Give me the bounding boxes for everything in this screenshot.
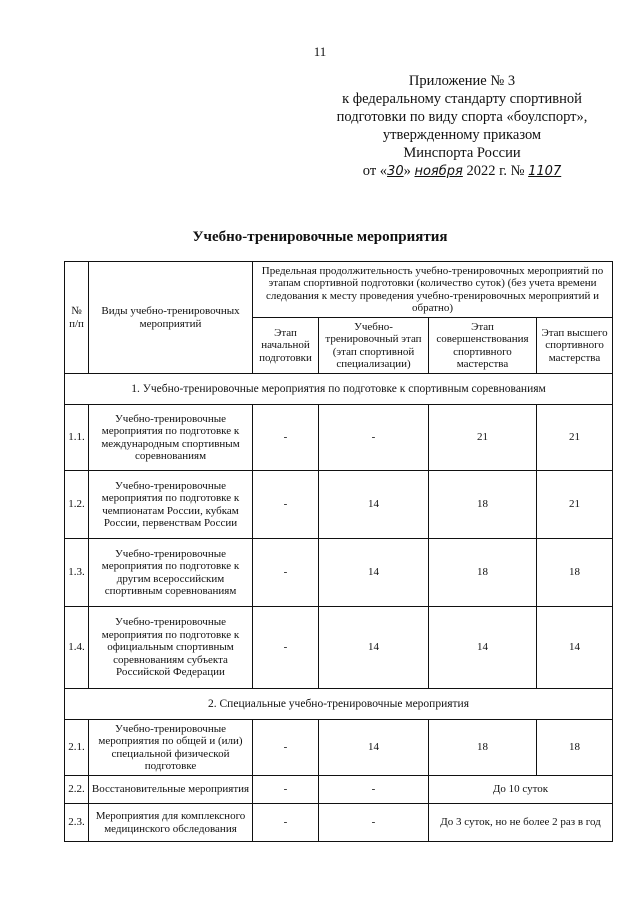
row-value: 18 xyxy=(537,539,613,607)
row-name: Учебно-тренировочные мероприятия по подготовке к чемпионатам России, кубкам России, первенствам России xyxy=(89,471,253,539)
row-name: Учебно-тренировочные мероприятия по подготовке к другим всероссийским спортивным соревнованиям xyxy=(89,539,253,607)
row-value: 14 xyxy=(319,607,429,689)
row-name: Восстановительные мероприятия xyxy=(89,776,253,804)
section-title: 1. Учебно-тренировочные мероприятия по подготовке к спортивным соревнованиям xyxy=(65,374,613,405)
order-year: 2022 г. № xyxy=(466,163,525,179)
row-value: - xyxy=(253,405,319,471)
order-line xyxy=(312,162,612,181)
row-number: 2.3. xyxy=(65,804,89,842)
row-merged-value: До 10 суток xyxy=(429,776,613,804)
table-row xyxy=(65,607,613,689)
order-month: ноября xyxy=(414,164,463,179)
row-value: - xyxy=(253,804,319,842)
row-number: 1.3. xyxy=(65,539,89,607)
row-value: 18 xyxy=(429,539,537,607)
column-group-header: Предельная продолжительность учебно-тренировочных мероприятий по этапам спортивной подготовки (количество суток) (без учета времени следования к месту проведения учебно-тренировочных мероприятий и обратно) xyxy=(253,262,613,318)
row-value: 14 xyxy=(319,539,429,607)
table-row xyxy=(65,776,613,804)
row-value: 21 xyxy=(429,405,537,471)
table-row xyxy=(65,804,613,842)
order-mid: » xyxy=(403,163,411,179)
row-number: 1.1. xyxy=(65,405,89,471)
order-number: 1107 xyxy=(528,164,562,179)
row-value: - xyxy=(319,405,429,471)
row-value: - xyxy=(319,804,429,842)
table-row xyxy=(65,471,613,539)
row-value: 18 xyxy=(429,720,537,776)
column-header-stage: Этап начальной подготовки xyxy=(253,318,319,374)
column-header-stage: Этап высшего спортивного мастерства xyxy=(537,318,613,374)
table-row xyxy=(65,720,613,776)
order-day: 30 xyxy=(387,164,404,179)
row-name: Учебно-тренировочные мероприятия по подготовке к международным спортивным соревнованиям xyxy=(89,405,253,471)
row-name: Учебно-тренировочные мероприятия по общей и (или) специальной физической подготовке xyxy=(89,720,253,776)
column-header-stage: Учебно-тренировочный этап (этап спортивной специализации) xyxy=(319,318,429,374)
column-header-stage: Этап совершенствования спортивного мастерства xyxy=(429,318,537,374)
appendix-line: Приложение № 3 xyxy=(408,73,516,89)
appendix-line: утвержденному приказом xyxy=(382,127,542,143)
order-prefix: от « xyxy=(362,163,388,179)
page-number: 11 xyxy=(313,44,327,59)
row-name: Мероприятия для комплексного медицинского обследования xyxy=(89,804,253,842)
events-table xyxy=(64,261,613,842)
document-title: Учебно-тренировочные мероприятия xyxy=(192,229,448,245)
row-value: 18 xyxy=(429,471,537,539)
appendix-line: Минспорта России xyxy=(403,145,521,161)
row-value: 14 xyxy=(319,471,429,539)
column-header-type: Виды учебно-тренировочных мероприятий xyxy=(89,262,253,374)
section-row xyxy=(65,374,613,405)
row-value: - xyxy=(253,776,319,804)
row-value: 14 xyxy=(429,607,537,689)
row-value: - xyxy=(253,607,319,689)
row-value: - xyxy=(253,471,319,539)
row-number: 1.2. xyxy=(65,471,89,539)
row-name: Учебно-тренировочные мероприятия по подготовке к официальным спортивным соревнованиям субъекта Российской Федерации xyxy=(89,607,253,689)
row-value: - xyxy=(319,776,429,804)
row-number: 2.1. xyxy=(65,720,89,776)
table-header-row xyxy=(65,262,613,318)
column-header-number: № п/п xyxy=(65,262,89,374)
appendix-line: к федеральному стандарту спортивной xyxy=(342,91,582,107)
section-row xyxy=(65,689,613,720)
table-row xyxy=(65,405,613,471)
section-title: 2. Специальные учебно-тренировочные мероприятия xyxy=(65,689,613,720)
row-value: 14 xyxy=(319,720,429,776)
row-value: 21 xyxy=(537,405,613,471)
row-value: 18 xyxy=(537,720,613,776)
row-value: - xyxy=(253,720,319,776)
row-value: 14 xyxy=(537,607,613,689)
row-number: 2.2. xyxy=(65,776,89,804)
appendix-line: подготовки по виду спорта «боулспорт», xyxy=(336,109,588,125)
row-value: 21 xyxy=(537,471,613,539)
row-value: - xyxy=(253,539,319,607)
appendix-block xyxy=(312,72,612,181)
row-merged-value: До 3 суток, но не более 2 раз в год xyxy=(429,804,613,842)
row-number: 1.4. xyxy=(65,607,89,689)
table-row xyxy=(65,539,613,607)
